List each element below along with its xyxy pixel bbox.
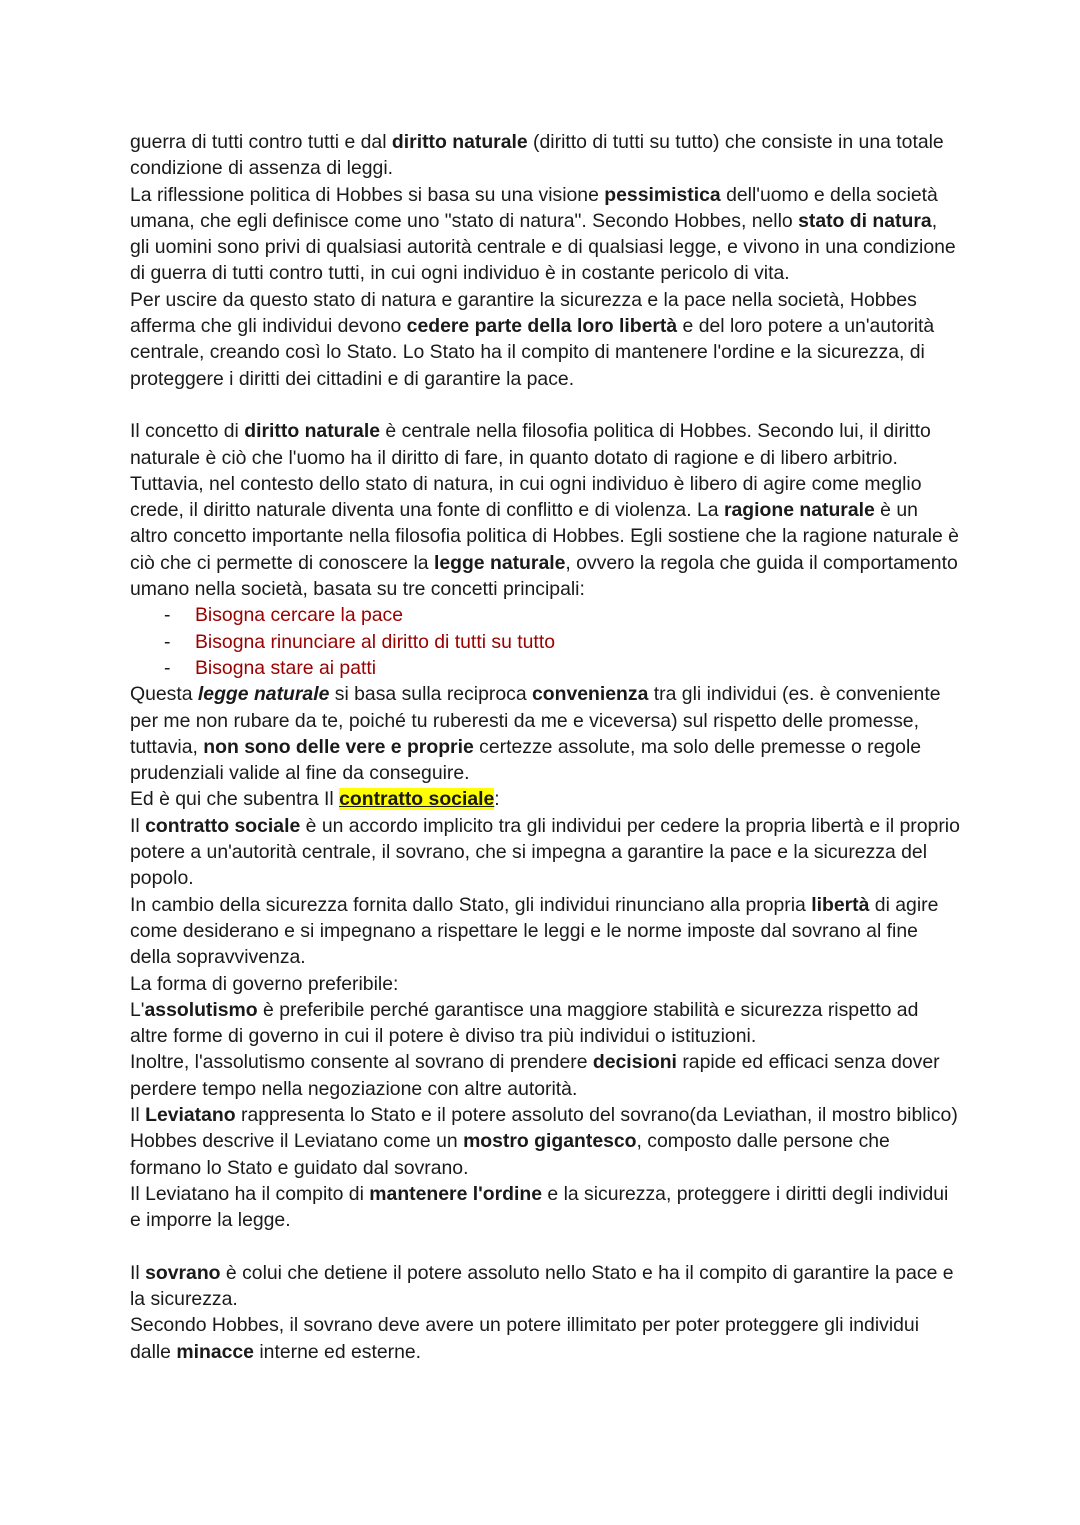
bold-term: legge naturale: [433, 551, 566, 574]
text-span: , ovvero la regola che guida il comportamento umano nella società, basata su tre concetti principali:: [130, 551, 958, 601]
paragraph-potere-illimitato: [130, 1312, 960, 1365]
bold-term: libertà: [811, 893, 870, 916]
text-span: rapide ed efficaci senza dover perdere tempo nella negoziazione con altre autorità.: [130, 1051, 940, 1100]
bold-term: pessimistica: [604, 183, 721, 206]
text-span: di agire come desiderano e si impegnano a rispettare le leggi e le norme imposte dal sovrano al fine della sopravvivenza.: [130, 893, 939, 969]
text-span: Ed è qui che subentra Il: [130, 788, 340, 811]
list-item: [130, 602, 960, 628]
bold-term: cedere parte della loro libertà: [406, 315, 678, 338]
text-span: Il: [130, 1261, 146, 1284]
text-span: :: [494, 788, 500, 811]
paragraph-diritto-naturale-intro: [130, 129, 960, 182]
bold-term: mostro gigantesco: [463, 1130, 637, 1153]
bold-term: convenienza: [532, 683, 649, 706]
paragraph-contratto-sociale: [130, 813, 960, 892]
text-span: e la sicurezza, proteggere i diritti degli individui e imporre la legge.: [130, 1182, 949, 1232]
text-span: rappresenta lo Stato e il potere assoluto del sovrano(da Leviathan, il mostro biblico): [235, 1103, 958, 1126]
text-span: certezze assolute, ma solo delle premesse o regole prudenziali valide al fine da conseguire.: [130, 735, 922, 785]
text-span: (diritto di tutti su tutto) che consiste in una totale condizione di assenza di leggi.: [130, 131, 944, 180]
text-span: Il: [130, 814, 146, 837]
text-span: La riflessione politica di Hobbes si basa su una visione: [130, 183, 605, 206]
paragraph-compito-leviatano: [130, 1181, 960, 1234]
paragraph-subentra-contratto: [130, 786, 960, 812]
text-span: Questa: [130, 683, 198, 706]
text-span: In cambio della sicurezza fornita dallo Stato, gli individui rinunciano alla propria: [130, 893, 812, 916]
bold-term: ragione naturale: [723, 499, 875, 522]
bold-term: Leviatano: [145, 1103, 236, 1126]
paragraph-stato-di-natura: [130, 182, 960, 287]
text-span: è un altro concetto importante nella filosofia politica di Hobbes. Egli sostiene che la ragione naturale è ciò che ci permette di conoscere la: [130, 499, 959, 574]
text-span: Il concetto di: [130, 420, 245, 443]
bold-term: mantenere l'ordine: [369, 1182, 543, 1205]
highlighted-term: contratto sociale: [339, 788, 495, 811]
paragraph-uscita-stato-natura: [130, 287, 960, 392]
bold-italic-term: legge naturale: [197, 683, 330, 706]
list-item: [130, 655, 960, 681]
paragraph-decisioni: [130, 1049, 960, 1102]
text-span: Secondo Hobbes, il sovrano deve avere un potere illimitato per poter proteggere gli individui dalle: [130, 1314, 920, 1363]
paragraph-sovrano: [130, 1260, 960, 1313]
paragraph-cambio-sicurezza: [130, 892, 960, 971]
paragraph-assolutismo: [130, 997, 960, 1050]
text-span: è un accordo implicito tra gli individui per cedere la propria libertà e il proprio potere a un'autorità centrale, il sovrano, che si impegna a garantire la pace e la sicurezza del popolo.: [130, 814, 960, 890]
text-span: si basa sulla reciproca: [329, 683, 532, 706]
text-span: , composto dalle persone che formano lo Stato e guidato dal sovrano.: [130, 1130, 890, 1179]
legge-naturale-list: [130, 602, 960, 681]
paragraph-mostro-gigantesco: [130, 1128, 960, 1181]
bold-term: non sono delle vere e proprie: [203, 735, 474, 758]
text-span: , gli uomini sono privi di qualsiasi autorità centrale e di qualsiasi legge, e vivono in una condizione di guerra di tutti contro tutti, in cui ogni individuo è in costante pericolo di vita.: [130, 209, 956, 285]
list-item-text: Bisogna rinunciare al diritto di tutti su tutto: [195, 630, 555, 653]
paragraph-concetto-diritto-naturale: [130, 418, 960, 602]
text-span: L': [130, 998, 145, 1021]
paragraph-spacer: [130, 1233, 960, 1259]
text-span: guerra di tutti contro tutti e dal: [130, 131, 392, 153]
list-item-text: Bisogna stare ai patti: [195, 656, 377, 679]
text-span: Il: [130, 1103, 146, 1126]
bold-term: diritto naturale: [391, 131, 528, 153]
paragraph-forma-governo: La forma di governo preferibile:: [130, 972, 399, 995]
text-span: interne ed esterne.: [253, 1340, 422, 1363]
dash-bullet: -: [164, 630, 171, 653]
paragraph-spacer: [130, 392, 960, 418]
text-span: Per uscire da questo stato di natura e garantire la sicurezza e la pace nella società, Hobbes afferma che gli individui devono: [130, 288, 917, 338]
bold-term: minacce: [176, 1340, 254, 1363]
document-page: [130, 129, 960, 1365]
bold-term: assolutismo: [144, 998, 258, 1021]
list-item-text: Bisogna cercare la pace: [195, 604, 404, 627]
paragraph-legge-naturale: [130, 681, 960, 786]
text-span: Il Leviatano ha il compito di: [130, 1182, 370, 1205]
text-span: Inoltre, l'assolutismo consente al sovrano di prendere: [130, 1051, 593, 1074]
bold-term: contratto sociale: [145, 814, 301, 837]
paragraph-leviatano: [130, 1102, 960, 1128]
text-span: e del loro potere a un'autorità centrale, creando così lo Stato. Lo Stato ha il compito di mantenere l'ordine e la sicurezza, di proteggere i diritti dei cittadini e di garantire la pace.: [130, 315, 935, 390]
bold-term: sovrano: [145, 1261, 221, 1284]
dash-bullet: -: [164, 656, 171, 679]
bold-term: stato di natura: [798, 209, 932, 232]
list-item: [130, 629, 960, 655]
text-span: Hobbes descrive il Leviatano come un: [130, 1130, 464, 1153]
text-span: è centrale nella filosofia politica di Hobbes. Secondo lui, il diritto naturale è ciò che l'uomo ha il diritto di fare, in quanto dotato di ragione e di libero arbitrio. Tuttavia, nel contesto dello stato di natura, in cui ogni individuo è libero di agire come meglio crede, il diritto naturale diventa una fonte di conflitto e di violenza. La: [130, 420, 931, 522]
bold-term: diritto naturale: [244, 420, 381, 443]
bold-term: decisioni: [592, 1051, 677, 1074]
dash-bullet: -: [164, 604, 171, 627]
text-span: è preferibile perché garantisce una maggiore stabilità e sicurezza rispetto ad altre forme di governo in cui il potere è diviso tra più individui o istituzioni.: [130, 998, 919, 1048]
text-span: tra gli individui (es. è conveniente per me non rubare da te, poiché tu ruberesti da me e viceversa) sul rispetto delle promesse, tuttavia,: [130, 683, 941, 758]
text-span: è colui che detiene il potere assoluto nello Stato e ha il compito di garantire la pace e la sicurezza.: [130, 1261, 954, 1311]
text-span: dell'uomo e della società umana, che egli definisce come uno "stato di natura". Secondo Hobbes, nello: [130, 183, 938, 232]
